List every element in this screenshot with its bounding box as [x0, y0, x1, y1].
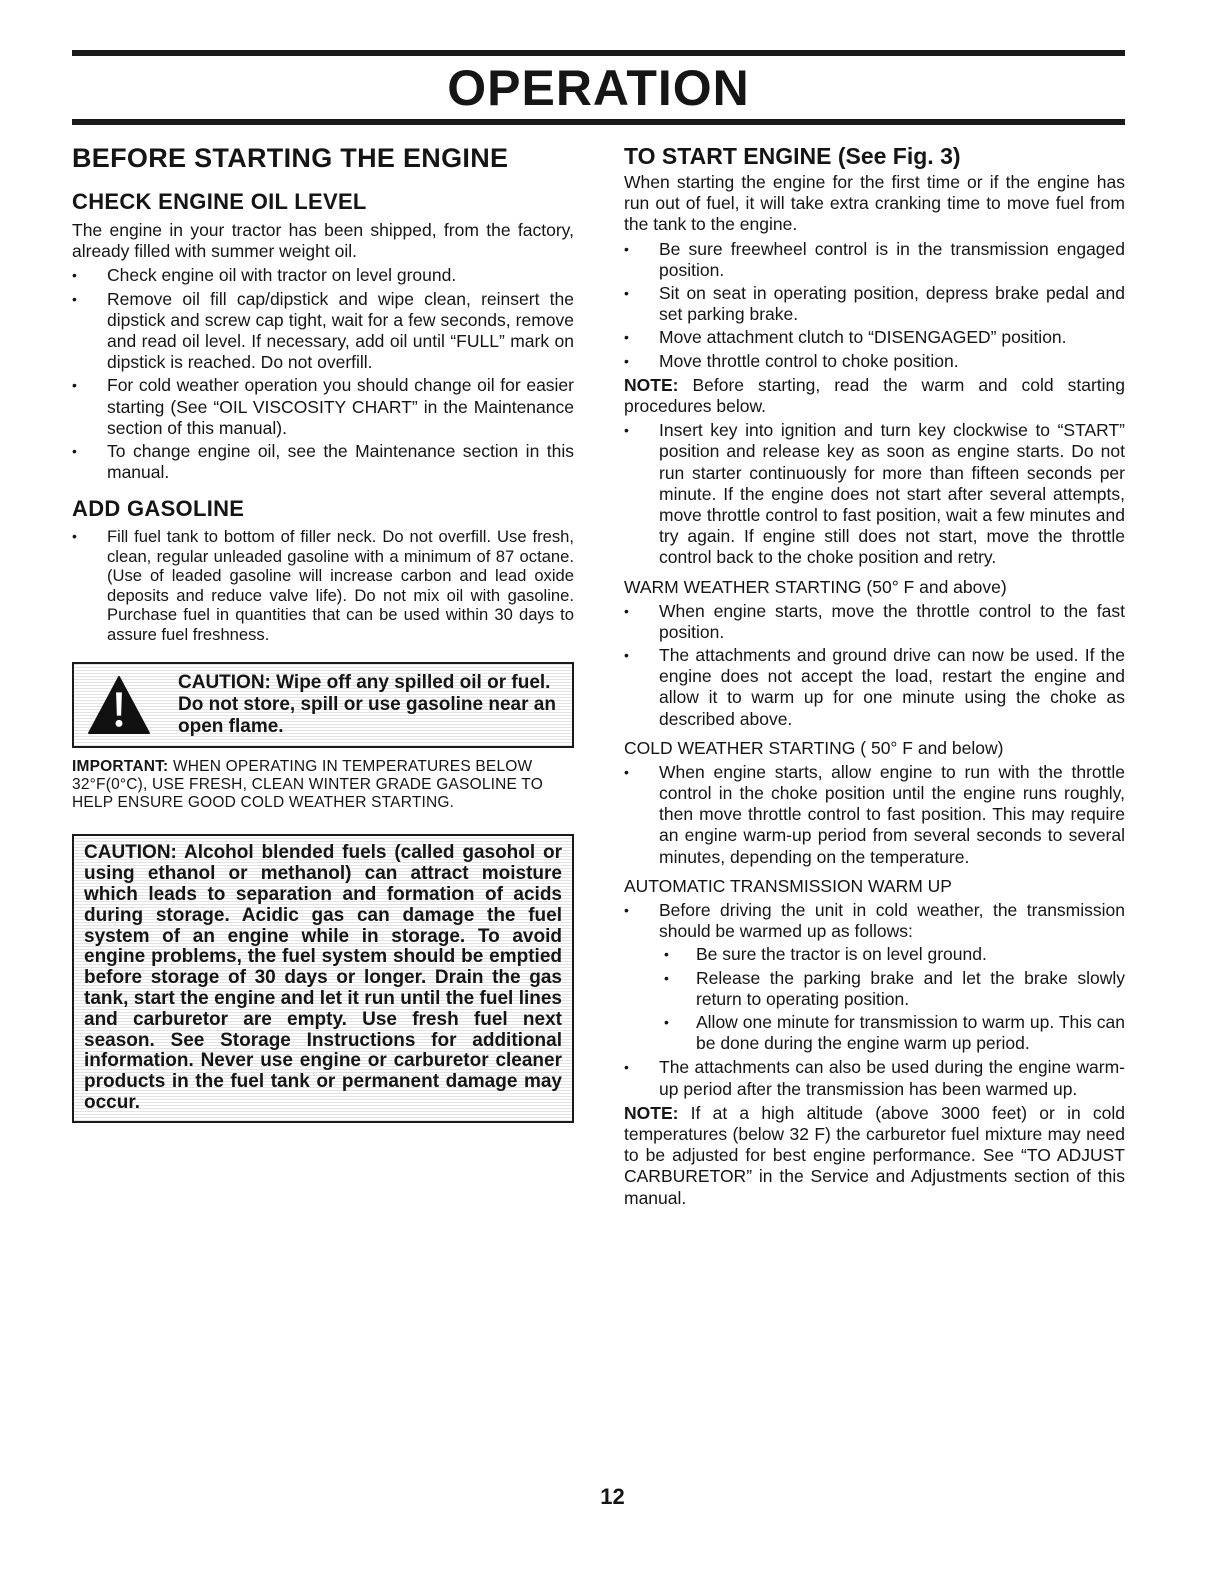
list-item: • Fill fuel tank to bottom of filler neck. Do not overfill. Use fresh, clean, regular unleaded gasoline with a minimum of 87 octane. (Use of leaded gasoline will increase carbon and lead oxide deposits and reduce valve life). Do not mix oil with gasoline. Purchase fuel in quantities that can be used within 30 days to assure fuel freshness.	[72, 527, 574, 644]
cold-bullet-list	[624, 762, 1125, 868]
note-text: If at a high altitude (above 3000 feet) or in cold temperatures (below 32 F) the carburetor fuel mixture may need to be adjusted for best engine performance. See “TO ADJUST CARBURETOR” in the Service and Adjustments section of this manual.	[624, 1102, 1125, 1208]
top-rule	[72, 50, 1125, 56]
heading-add-gasoline: ADD GASOLINE	[72, 496, 245, 522]
key-bullet-list	[624, 420, 1125, 568]
page-title: OPERATION	[447, 60, 750, 116]
oil-intro: The engine in your tractor has been shipped, from the factory, already filled with summer weight oil.	[72, 220, 574, 262]
list-item: • When engine starts, move the throttle control to the fast position.	[624, 601, 1125, 643]
list-item: • The attachments and ground drive can now be used. If the engine does not accept the load, restart the engine and allow it to warm up for one minute using the choke as described above.	[624, 645, 1125, 730]
warning-triangle-icon	[88, 675, 150, 735]
important-notice	[72, 758, 574, 812]
caution-box-alcohol-fuels: CAUTION: Alcohol blended fuels (called gasohol or using ethanol or methanol) can attract moisture which leads to separation and formation of acids during storage. Acidic gas can damage the fuel system of an engine while in storage. To avoid engine problems, the fuel system should be emptied before storage of 30 days or longer. Drain the gas tank, start the engine and let it run until the fuel lines and carburetor are empty. Use fresh fuel next season. See Storage Instructions for additional information. Never use engine or carburetor cleaner products in the fuel tank or permanent damage may occur.	[72, 834, 574, 1122]
list-item: • Allow one minute for transmission to warm up. This can be done during the engine warm up period.	[624, 1012, 1125, 1054]
auto-bullet-list-2	[624, 1057, 1125, 1099]
heading-check-oil: CHECK ENGINE OIL LEVEL	[72, 189, 367, 214]
left-column	[72, 142, 574, 1123]
list-item: • Check engine oil with tractor on level ground.	[72, 265, 574, 286]
heading-auto-transmission: AUTOMATIC TRANSMISSION WARM UP	[624, 875, 952, 896]
gasoline-bullet-list	[72, 527, 574, 644]
heading-warm-weather: WARM WEATHER STARTING (50° F and above)	[624, 576, 1007, 597]
page-number: 12	[600, 1484, 625, 1509]
list-item: • The attachments can also be used during the engine warm-up period after the transmission has been warmed up.	[624, 1057, 1125, 1099]
note-text: Before starting, read the warm and cold starting procedures below.	[624, 374, 1125, 417]
list-item: • Insert key into ignition and turn key clockwise to “START” position and release key as soon as engine starts. Do not run starter continuously for more than fifteen seconds per minute. If the engine does not start after several attempts, move throttle control to fast position, wait a few minutes and try again. If engine still does not start, move the throttle control back to the choke position and retry.	[624, 420, 1125, 568]
important-label: IMPORTANT:	[72, 758, 169, 776]
note-label: NOTE:	[624, 1102, 679, 1123]
section-title-start-engine: TO START ENGINE (See Fig. 3)	[624, 143, 961, 169]
list-item: • For cold weather operation you should change oil for easier starting (See “OIL VISCOSITY CHART” in the Maintenance section of this manual).	[72, 375, 574, 439]
title-rule	[72, 119, 1125, 125]
important-text: WHEN OPERATING IN TEMPERATURES BELOW 32°F(0°C), USE FRESH, CLEAN WINTER GRADE GASOLINE TO HELP ENSURE GOOD COLD WEATHER STARTING.	[72, 758, 543, 812]
list-item: • Sit on seat in operating position, depress brake pedal and set parking brake.	[624, 283, 1125, 325]
note-starting	[624, 375, 1125, 417]
note-altitude	[624, 1103, 1125, 1209]
section-title-before-starting: BEFORE STARTING THE ENGINE	[72, 143, 509, 173]
list-item: • When engine starts, allow engine to run with the throttle control in the choke position until the engine runs roughly, then move throttle control to fast position. This may require an engine warm-up period from several seconds to several minutes, depending on the temperature.	[624, 762, 1125, 868]
warm-bullet-list	[624, 601, 1125, 730]
list-item: • Be sure freewheel control is in the transmission engaged position.	[624, 239, 1125, 281]
oil-bullet-list	[72, 265, 574, 483]
list-item: • To change engine oil, see the Maintenance section in this manual.	[72, 441, 574, 483]
list-item: • Move attachment clutch to “DISENGAGED” position.	[624, 327, 1125, 348]
start-intro: When starting the engine for the first time or if the engine has run out of fuel, it will take extra cranking time to move fuel from the tank to the engine.	[624, 172, 1125, 235]
start-bullet-list	[624, 239, 1125, 372]
caution-flame-text: CAUTION: Wipe off any spilled oil or fuel. Do not store, spill or use gasoline near an open flame.	[178, 672, 556, 738]
list-item: • Before driving the unit in cold weather, the transmission should be warmed up as follows:	[624, 900, 1125, 942]
list-item: • Be sure the tractor is on level ground.	[624, 944, 1125, 965]
list-item: • Release the parking brake and let the brake slowly return to operating position.	[624, 968, 1125, 1010]
list-item: • Remove oil fill cap/dipstick and wipe clean, reinsert the dipstick and screw cap tight, wait for a few seconds, remove and read oil level. If necessary, add oil until “FULL” mark on dipstick is reached. Do not overfill.	[72, 289, 574, 374]
auto-sub-bullet-list	[624, 944, 1125, 1054]
heading-cold-weather: COLD WEATHER STARTING ( 50° F and below)	[624, 737, 1004, 758]
note-label: NOTE:	[624, 374, 679, 395]
list-item: • Move throttle control to choke position.	[624, 351, 1125, 372]
caution-box-flame	[72, 662, 574, 748]
auto-bullet-list	[624, 900, 1125, 942]
right-column	[624, 142, 1125, 1209]
